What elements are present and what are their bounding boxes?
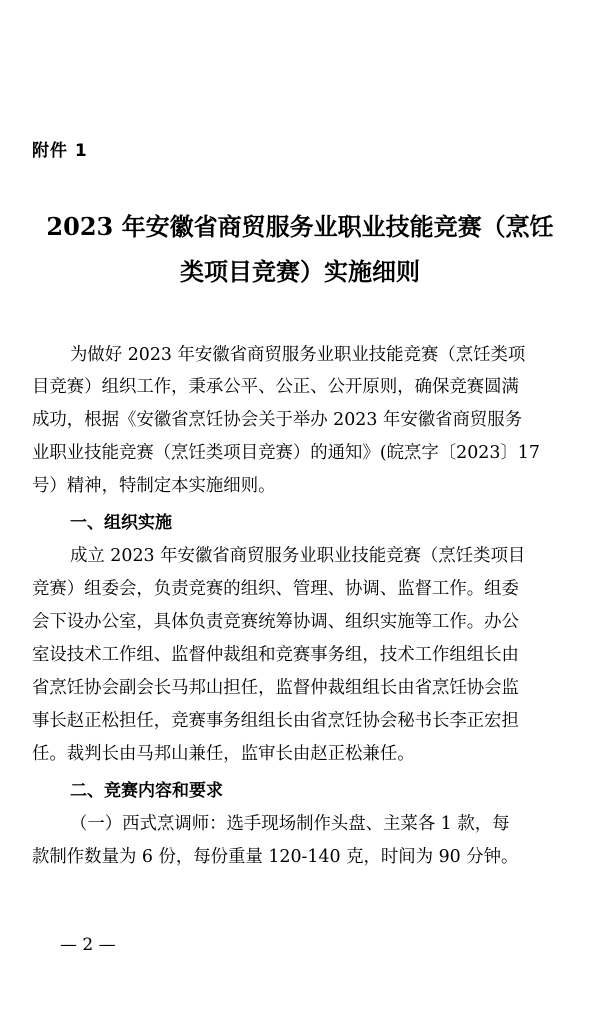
section-1-line-3: 会下设办公室，具体负责竞赛统筹协调、组织实施等工作。办公 <box>32 612 519 632</box>
attachment-label: 附件 1 <box>32 141 88 161</box>
intro-line-2: 目竞赛）组织工作，秉承公平、公正、公开原则，确保竞赛圆满 <box>32 377 519 397</box>
section-1-heading: 一、组织实施 <box>70 513 172 533</box>
section-1-line-6: 事长赵正松担任，竞赛事务组组长由省烹饪协会秘书长李正宏担 <box>32 711 519 731</box>
intro-line-4: 业职业技能竞赛（烹饪类项目竞赛）的通知》(皖烹字〔2023〕17 <box>32 443 540 463</box>
section-2-line-1: （一）西式烹调师：选手现场制作头盘、主菜各 1 款，每 <box>70 814 510 834</box>
section-1-line-5: 省烹饪协会副会长马邦山担任，监督仲裁组组长由省烹饪协会监 <box>32 678 519 698</box>
section-1-line-1: 成立 2023 年安徽省商贸服务业职业技能竞赛（烹饪类项目 <box>70 546 526 566</box>
section-2-heading: 二、竞赛内容和要求 <box>70 781 223 801</box>
section-1-line-4: 室设技术工作组、监督仲裁组和竞赛事务组，技术工作组组长由 <box>32 645 519 665</box>
document-title-line-2: 类项目竞赛）实施细则 <box>180 257 420 286</box>
page-number: — 2 — <box>60 935 116 955</box>
section-1-line-2: 竞赛）组委会，负责竞赛的组织、管理、协调、监督工作。组委 <box>32 579 519 599</box>
document-title-line-1: 2023 年安徽省商贸服务业职业技能竞赛（烹饪 <box>46 212 554 241</box>
section-1-line-7: 任。裁判长由马邦山兼任，监审长由赵正松兼任。 <box>32 744 415 764</box>
intro-line-3: 成功，根据《安徽省烹饪协会关于举办 2023 年安徽省商贸服务 <box>32 410 523 430</box>
intro-line-5: 号）精神，特制定本实施细则。 <box>32 476 276 496</box>
section-2-line-2: 款制作数量为 6 份，每份重量 120-140 克，时间为 90 分钟。 <box>32 847 519 867</box>
intro-line-1: 为做好 2023 年安徽省商贸服务业职业技能竞赛（烹饪类项 <box>70 345 526 365</box>
